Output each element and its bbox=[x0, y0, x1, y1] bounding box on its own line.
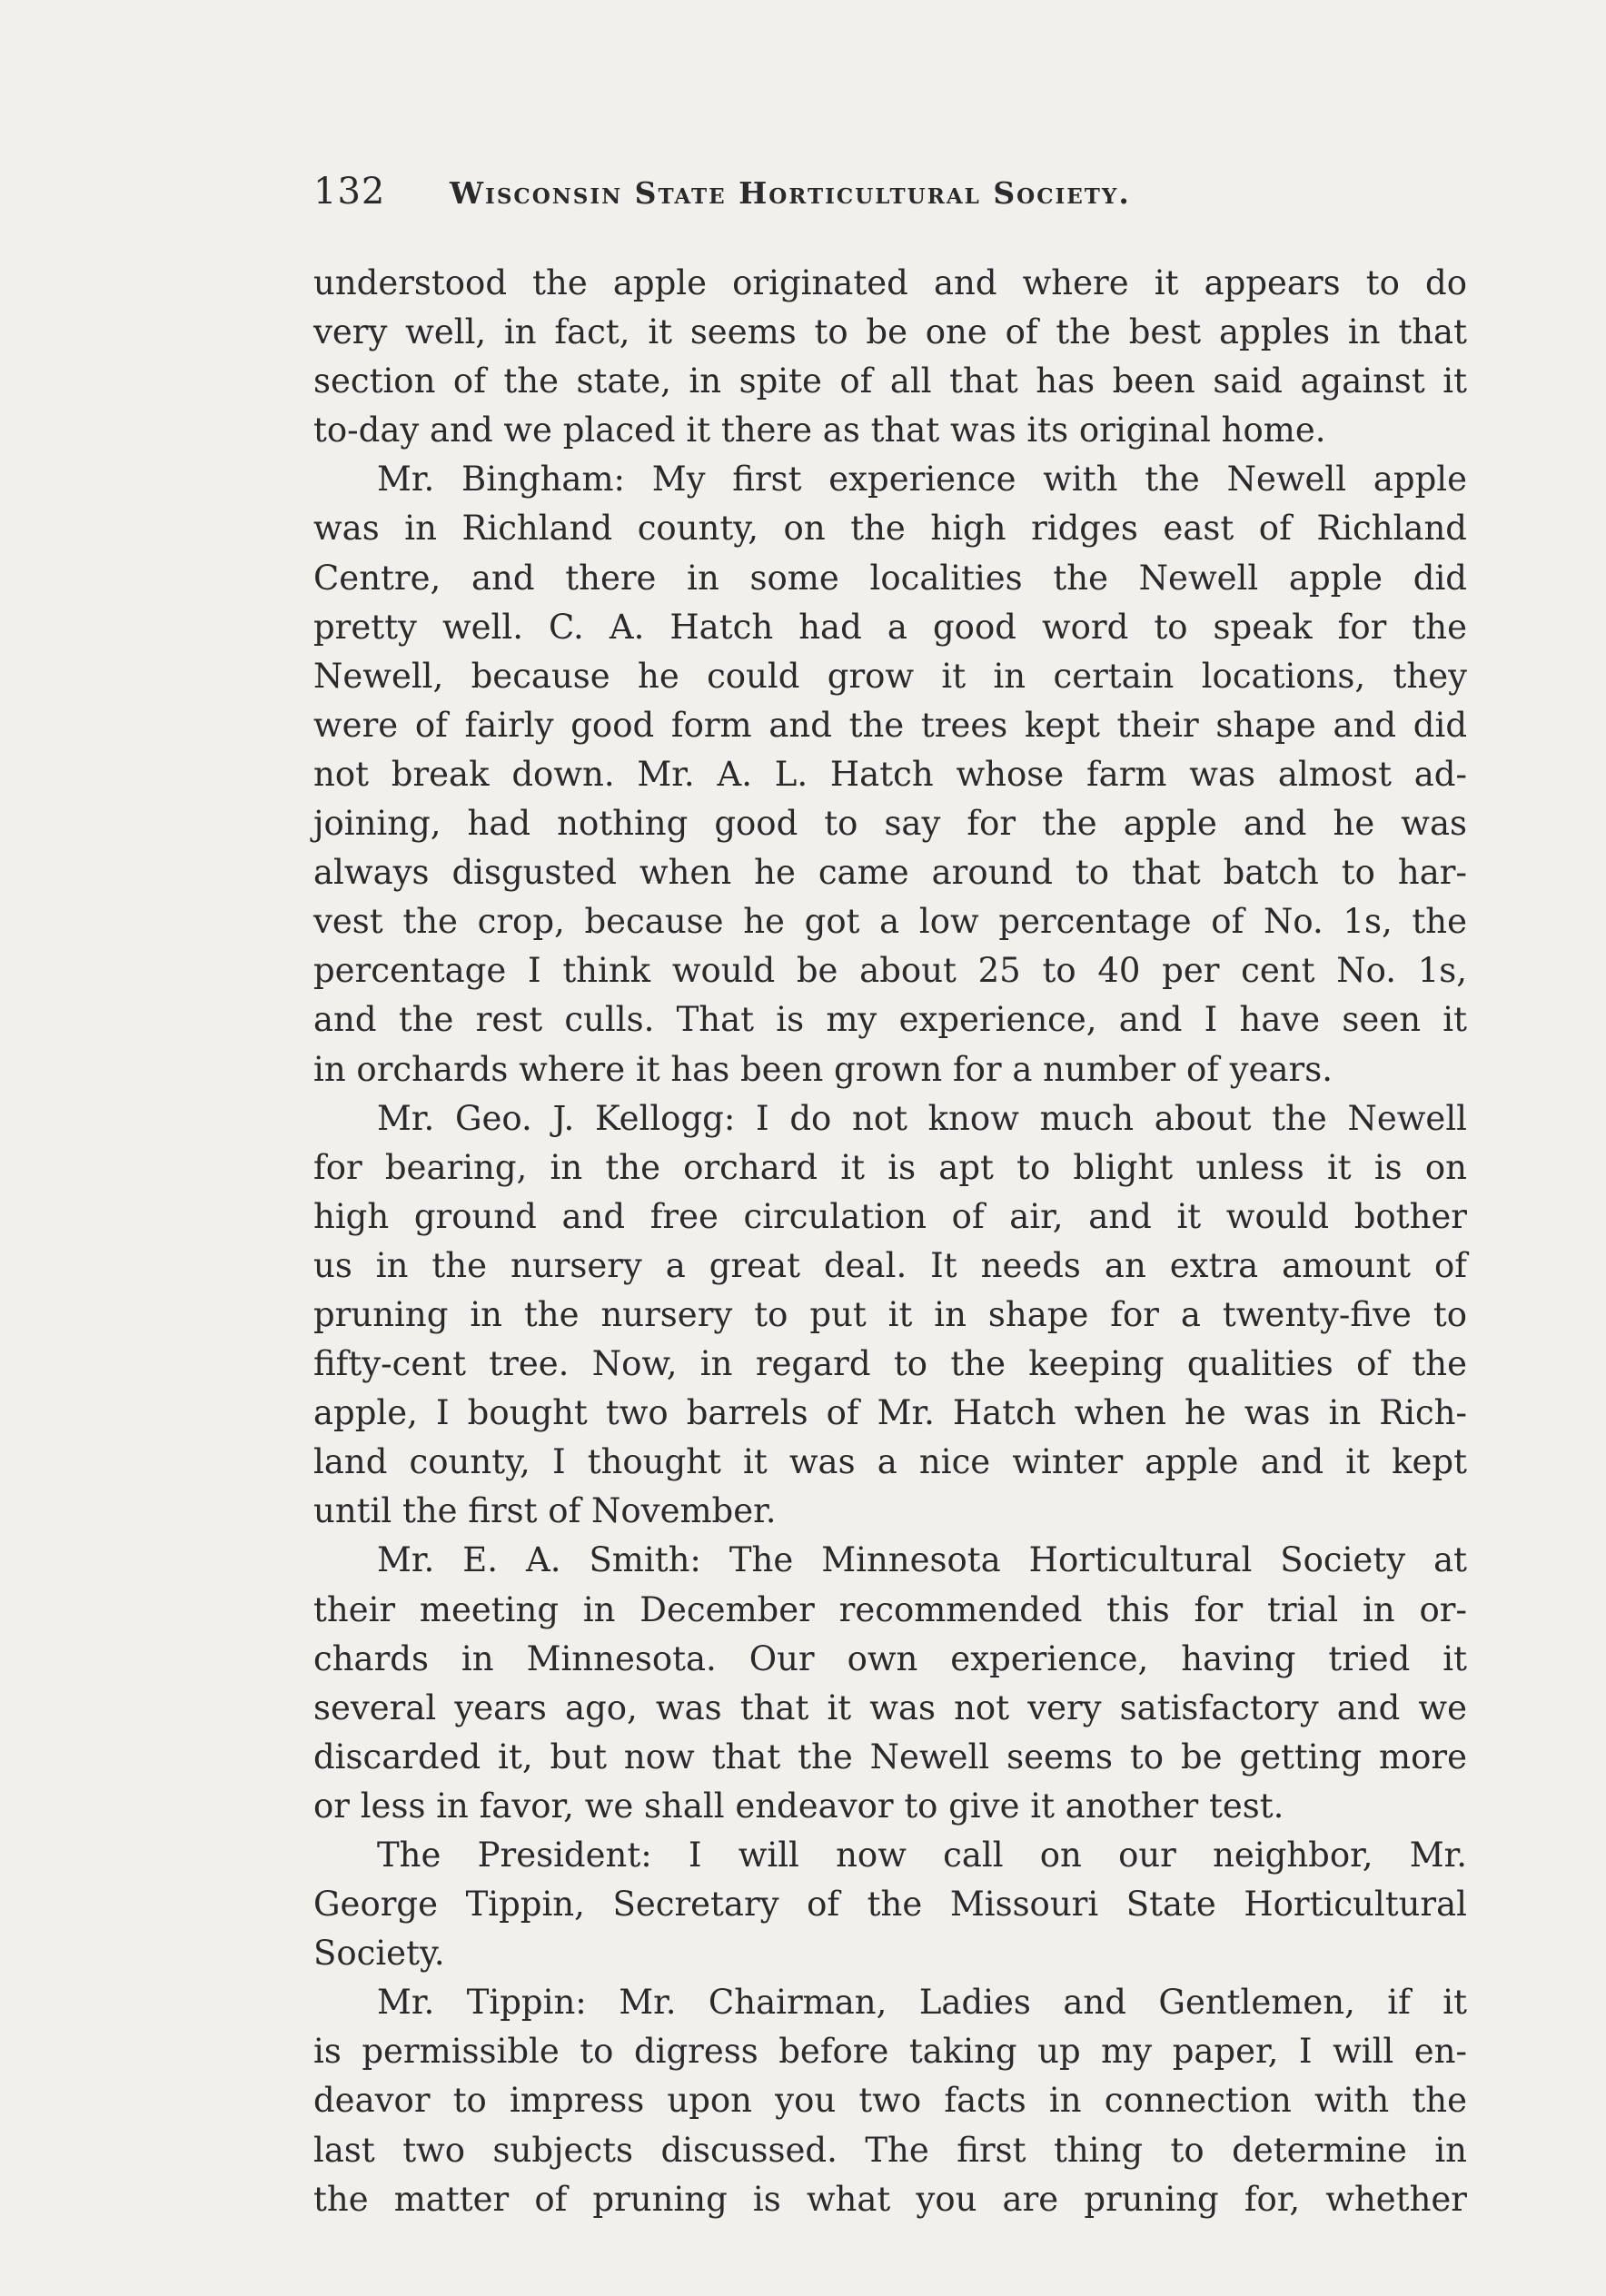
text-line: or less in favor, we shall endeavor to give it another test. bbox=[313, 1786, 1284, 1826]
text-line: high ground and free circulation of air, and it would bother bbox=[313, 1196, 1467, 1236]
text-line: is permissible to digress before taking up my paper, I will en- bbox=[313, 2032, 1467, 2072]
text-line: not break down. Mr. A. L. Hatch whose farm was almost ad- bbox=[313, 754, 1467, 794]
text-line: percentage I think would be about 25 to 40 per cent No. 1s, bbox=[313, 951, 1467, 991]
text-line: Newell, because he could grow it in certain locations, they bbox=[313, 656, 1467, 696]
text-line: deavor to impress upon you two facts in connection with the bbox=[313, 2081, 1467, 2121]
text-line: their meeting in December recommended this for trial in or- bbox=[313, 1589, 1467, 1629]
text-line: pruning in the nursery to put it in shape for a twenty-five to bbox=[313, 1294, 1467, 1334]
text-line: apple, I bought two barrels of Mr. Hatch when he was in Rich- bbox=[313, 1393, 1467, 1433]
text-line: George Tippin, Secretary of the Missouri State Horticultural bbox=[313, 1885, 1467, 1925]
text-line: for bearing, in the orchard it is apt to blight unless it is on bbox=[313, 1147, 1467, 1187]
text-line: always disgusted when he came around to that batch to har- bbox=[313, 853, 1467, 893]
text-line: land county, I thought it was a nice winter apple and it kept bbox=[313, 1442, 1467, 1482]
text-line: section of the state, in spite of all that has been said against it bbox=[313, 361, 1467, 401]
text-line: until the first of November. bbox=[313, 1491, 777, 1531]
text-line: Society. bbox=[313, 1934, 445, 1974]
text-line: vest the crop, because he got a low percentage of No. 1s, the bbox=[313, 902, 1467, 942]
text-line: Mr. Geo. J. Kellogg: I do not know much about the Newell bbox=[377, 1098, 1467, 1138]
text-line: and the rest culls. That is my experience, and I have seen it bbox=[313, 1000, 1467, 1040]
text-line: The President: I will now call on our neighbor, Mr. bbox=[377, 1836, 1467, 1875]
text-line: Mr. Bingham: My first experience with the Newell apple bbox=[377, 460, 1467, 500]
page-header bbox=[313, 171, 1276, 213]
text-line: last two subjects discussed. The first thing to determine in bbox=[313, 2130, 1467, 2170]
text-line: Centre, and there in some localities the Newell apple did bbox=[313, 558, 1467, 598]
text-line: us in the nursery a great deal. It needs an extra amount of bbox=[313, 1245, 1467, 1285]
text-line: discarded it, but now that the Newell seems to be getting more bbox=[313, 1737, 1467, 1776]
text-line: was in Richland county, on the high ridges east of Richland bbox=[313, 509, 1467, 549]
text-line: the matter of pruning is what you are pruning for, whether bbox=[313, 2179, 1467, 2219]
text-line: in orchards where it has been grown for a number of years. bbox=[313, 1049, 1333, 1089]
text-line: Mr. E. A. Smith: The Minnesota Horticultural Society at bbox=[377, 1540, 1467, 1580]
text-line: Mr. Tippin: Mr. Chairman, Ladies and Gentlemen, if it bbox=[377, 1983, 1467, 2023]
text-line: understood the apple originated and where it appears to do bbox=[313, 263, 1467, 302]
text-line: to-day and we placed it there as that was its original home. bbox=[313, 411, 1326, 450]
text-line: joining, had nothing good to say for the apple and he was bbox=[313, 804, 1467, 844]
text-line: fifty-cent tree. Now, in regard to the keeping qualities of the bbox=[313, 1344, 1467, 1384]
text-line: were of fairly good form and the trees kept their shape and did bbox=[313, 705, 1467, 745]
text-line: chards in Minnesota. Our own experience, having tried it bbox=[313, 1638, 1467, 1678]
body-text bbox=[313, 259, 1467, 2224]
running-head: Wisconsin State Horticultural Society. bbox=[450, 175, 1131, 211]
text-line: pretty well. C. A. Hatch had a good word to speak for the bbox=[313, 607, 1467, 647]
text-line: several years ago, was that it was not very satisfactory and we bbox=[313, 1687, 1467, 1727]
page-number: 132 bbox=[313, 171, 386, 213]
text-line: very well, in fact, it seems to be one of the best apples in that bbox=[313, 312, 1467, 352]
